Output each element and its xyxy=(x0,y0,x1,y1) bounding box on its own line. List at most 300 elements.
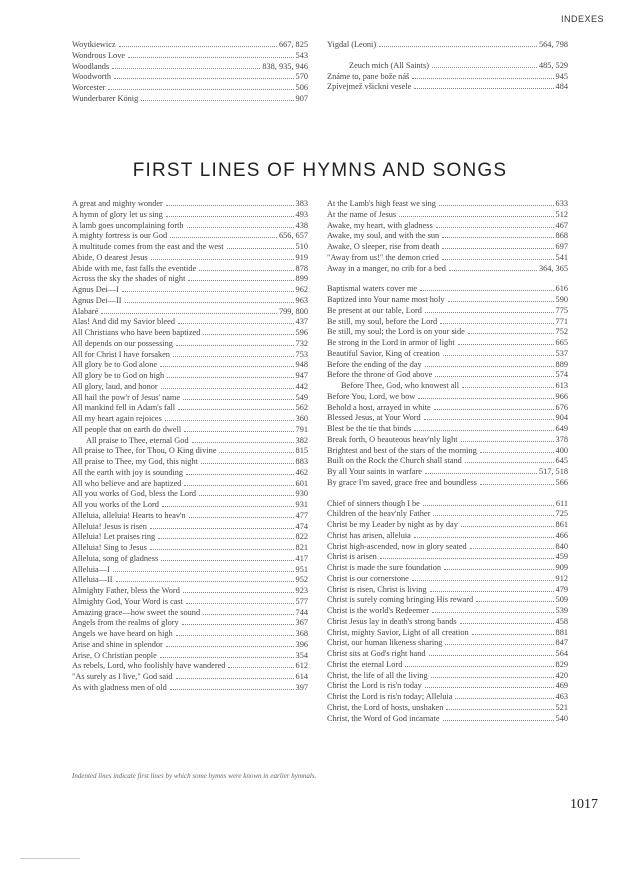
dot-leader xyxy=(444,569,553,570)
index-entry xyxy=(327,681,568,692)
dot-leader xyxy=(176,678,294,679)
entry-page-ref: 417 xyxy=(295,553,308,563)
index-entry xyxy=(72,640,308,651)
entry-page-ref: 948 xyxy=(295,360,308,370)
entry-text: Alabaré xyxy=(72,306,99,316)
index-entry xyxy=(327,649,568,660)
entry-text: Angels we have heard on high xyxy=(72,629,173,638)
entry-text: All people that on earth do dwell xyxy=(72,424,182,434)
index-entry xyxy=(72,285,308,296)
entry-text: Agnus Dei—II xyxy=(72,295,122,305)
dot-leader xyxy=(449,270,537,271)
entry-text: Christ, the Word of God incarnate xyxy=(327,713,440,723)
dot-leader xyxy=(114,78,294,79)
dot-leader xyxy=(151,259,294,260)
entry-page-ref: 549 xyxy=(295,392,308,402)
dot-leader xyxy=(183,399,293,400)
index-entry xyxy=(72,672,308,683)
entry-page-ref: 822 xyxy=(295,532,308,542)
dot-leader xyxy=(166,216,294,217)
dot-leader xyxy=(162,506,294,507)
entry-page-ref: 510 xyxy=(295,242,308,251)
dot-leader xyxy=(228,667,293,668)
entry-text: Angels from the realms of glory xyxy=(72,618,179,628)
entry-page-ref: 397 xyxy=(295,682,308,692)
index-entry xyxy=(72,468,308,479)
dot-leader xyxy=(167,377,293,378)
index-entry xyxy=(72,479,308,490)
entry-page-ref: 540 xyxy=(555,713,568,723)
entry-text: All you works of the Lord xyxy=(72,500,159,509)
entry-text: Christ sits at God's right hand xyxy=(327,649,426,658)
entry-page-ref: 951 xyxy=(295,564,308,574)
entry-page-ref: 596 xyxy=(295,328,308,337)
entry-text: By all Your saints in warfare xyxy=(327,467,422,476)
entry-text: Woytkiewicz xyxy=(72,40,116,49)
entry-text: All praise to Thee, for Thou, O King divine xyxy=(72,446,217,456)
entry-text: At the Lamb's high feast we sing xyxy=(327,199,436,208)
index-entry xyxy=(327,221,568,232)
entry-text: Alas! And did my Savior bleed xyxy=(72,317,176,327)
index-entry xyxy=(327,349,568,360)
entry-text: By grace I'm saved, grace free and boundless xyxy=(327,477,477,487)
dot-leader xyxy=(414,88,553,89)
index-entry xyxy=(72,221,308,232)
entry-page-ref: 437 xyxy=(295,317,308,327)
entry-page-ref: 493 xyxy=(295,209,308,219)
entry-page-ref: 517, 518 xyxy=(538,467,568,476)
index-entry xyxy=(72,274,308,285)
entry-text: Alleluia, song of gladness xyxy=(72,553,159,563)
entry-page-ref: 697 xyxy=(555,242,568,251)
entry-text: Brightest and best of the stars of the morning xyxy=(327,445,477,455)
index-entry xyxy=(327,253,568,264)
dot-leader xyxy=(425,366,554,367)
index-entry xyxy=(327,72,568,83)
index-entry xyxy=(327,360,568,371)
entry-page-ref: 947 xyxy=(295,371,308,380)
index-entry xyxy=(327,531,568,542)
dot-leader xyxy=(119,46,277,47)
entry-page-ref: 367 xyxy=(295,618,308,628)
dot-leader xyxy=(380,558,554,559)
entry-page-ref: 829 xyxy=(555,659,568,669)
index-entry xyxy=(327,381,568,392)
entry-text: A multitude comes from the east and the west xyxy=(72,242,224,251)
entry-page-ref: 577 xyxy=(295,596,308,606)
entry-page-ref: 838, 935, 946 xyxy=(262,61,308,71)
dot-leader xyxy=(165,420,294,421)
entry-page-ref: 931 xyxy=(295,500,308,509)
index-entry xyxy=(327,338,568,349)
index-entry xyxy=(327,199,568,210)
section-gap xyxy=(327,274,568,284)
dot-leader xyxy=(176,635,294,636)
entry-page-ref: 382 xyxy=(295,435,308,445)
entry-page-ref: 485, 529 xyxy=(538,60,568,70)
dot-leader xyxy=(203,334,293,335)
entry-text: Christ Jesus lay in death's strong bands xyxy=(327,616,457,626)
dot-leader xyxy=(101,313,277,314)
entry-text: Be still, my soul, before the Lord xyxy=(327,316,438,326)
index-entry xyxy=(327,628,568,639)
entry-text: Christ the eternal Lord xyxy=(327,659,403,669)
entry-page-ref: 775 xyxy=(555,305,568,315)
entry-page-ref: 909 xyxy=(555,563,568,572)
entry-text: Christ be my Leader by night as by day xyxy=(327,520,458,529)
entry-text: Alleluia! Let praises ring xyxy=(72,532,156,542)
dot-leader xyxy=(443,355,554,356)
entry-page-ref: 564, 798 xyxy=(538,40,568,49)
entry-text: All depends on our possessing xyxy=(72,338,173,348)
first-lines-column-right xyxy=(327,199,568,724)
index-entry xyxy=(327,306,568,317)
entry-text: All glory be to God alone xyxy=(72,360,158,370)
entry-text: All mankind fell in Adam's fall xyxy=(72,403,176,413)
index-entry xyxy=(72,307,308,318)
entry-text: Agnus Dei—I xyxy=(72,285,119,294)
entry-text: Almighty God, Your Word is cast xyxy=(72,596,183,606)
dot-leader xyxy=(412,580,554,581)
index-entry xyxy=(72,403,308,414)
entry-text: Christ has arisen, alleluia xyxy=(327,530,411,540)
entry-text: Christ the Lord is ris'n today; Alleluia xyxy=(327,692,453,701)
entry-text: Awake, O sleeper, rise from death xyxy=(327,242,440,251)
index-entry xyxy=(72,651,308,662)
index-entry xyxy=(72,629,308,640)
entry-page-ref: 442 xyxy=(295,381,308,391)
entry-page-ref: 368 xyxy=(295,629,308,638)
entry-page-ref: 963 xyxy=(295,295,308,305)
entry-text: Baptismal waters cover me xyxy=(327,284,418,294)
entry-text: Baptized into Your name most holy xyxy=(327,295,445,304)
entry-page-ref: 923 xyxy=(295,586,308,595)
entry-text: Alleluia, alleluia! Hearts to heav'n xyxy=(72,510,186,520)
entry-text: All praise to Thee, my God, this night xyxy=(72,457,198,466)
footer-rule xyxy=(20,858,80,859)
index-entry xyxy=(327,264,568,275)
index-entry xyxy=(72,586,308,597)
index-entry xyxy=(327,499,568,510)
index-entry xyxy=(72,393,308,404)
entry-text: Yigdal (Leoni) xyxy=(327,40,377,49)
dot-leader xyxy=(418,398,553,399)
index-entry xyxy=(327,585,568,596)
entry-text: All hail the pow'r of Jesus' name xyxy=(72,392,181,402)
first-lines-column-left xyxy=(72,199,308,694)
entry-text: All glory, laud, and honor xyxy=(72,381,158,391)
dot-leader xyxy=(379,46,537,47)
entry-text: Christ, mighty Savior, Light of all creation xyxy=(327,627,469,637)
entry-text: Blessed Jesus, at Your Word xyxy=(327,413,421,423)
dot-leader xyxy=(166,205,294,206)
index-entry xyxy=(72,565,308,576)
dot-leader xyxy=(192,442,294,443)
dot-leader xyxy=(405,666,553,667)
entry-text: At the name of Jesus xyxy=(327,209,397,219)
entry-text: All praise to Thee, eternal God xyxy=(86,435,189,445)
entry-page-ref: 521 xyxy=(555,702,568,712)
entry-page-ref: 861 xyxy=(555,520,568,529)
index-entry xyxy=(327,210,568,221)
entry-text: Worcester xyxy=(72,83,106,92)
index-entry xyxy=(72,253,308,264)
entry-page-ref: 821 xyxy=(295,543,308,552)
entry-page-ref: 878 xyxy=(295,263,308,273)
entry-text: Alleluia—I xyxy=(72,564,110,574)
index-entry xyxy=(327,231,568,242)
index-entry xyxy=(72,500,308,511)
dot-leader xyxy=(219,452,293,453)
dot-leader xyxy=(439,205,554,206)
dot-leader xyxy=(150,549,294,550)
dot-leader xyxy=(425,473,537,474)
dot-leader xyxy=(470,548,554,549)
index-entry xyxy=(327,638,568,649)
entry-page-ref: 543 xyxy=(295,50,308,60)
index-entry xyxy=(327,446,568,457)
entry-page-ref: 649 xyxy=(555,424,568,433)
entry-page-ref: 396 xyxy=(295,639,308,649)
entry-page-ref: 645 xyxy=(555,456,568,466)
entry-page-ref: 614 xyxy=(295,672,308,681)
entry-text: Be strong in the Lord in armor of light xyxy=(327,338,455,347)
entry-page-ref: 752 xyxy=(555,327,568,337)
dot-leader xyxy=(160,366,294,367)
entry-page-ref: 438 xyxy=(295,220,308,230)
index-entry xyxy=(72,457,308,468)
entry-text: Známe to, pane bože náš xyxy=(327,71,410,81)
entry-page-ref: 467 xyxy=(555,220,568,230)
indent-note: Indented lines indicate first lines by which some hymns were known in earlier hymnals. xyxy=(72,772,317,780)
index-entry xyxy=(72,328,308,339)
index-entry xyxy=(327,692,568,703)
dot-leader xyxy=(160,657,294,658)
dot-leader xyxy=(108,89,293,90)
index-entry xyxy=(72,83,308,94)
entry-text: Beautiful Savior, King of creation xyxy=(327,348,440,358)
entry-text: A lamb goes uncomplaining forth xyxy=(72,220,184,230)
dot-leader xyxy=(461,526,554,527)
entry-page-ref: 881 xyxy=(555,627,568,637)
entry-text: Woodlands xyxy=(72,61,110,71)
entry-page-ref: 945 xyxy=(555,71,568,81)
entry-page-ref: 912 xyxy=(555,573,568,583)
dot-leader xyxy=(434,409,554,410)
index-entry xyxy=(327,671,568,682)
index-entry xyxy=(327,61,568,72)
index-entry xyxy=(327,413,568,424)
entry-text: Christ the Lord is ris'n today xyxy=(327,681,422,691)
entry-text: Alleluia! Jesus is risen xyxy=(72,521,147,531)
index-entry xyxy=(327,40,568,51)
entry-page-ref: 744 xyxy=(295,607,308,617)
dot-leader xyxy=(141,100,293,101)
index-entry xyxy=(327,552,568,563)
entry-page-ref: 725 xyxy=(555,509,568,519)
index-entry xyxy=(72,436,308,447)
index-entry xyxy=(72,554,308,565)
index-entry xyxy=(327,542,568,553)
index-entry xyxy=(72,72,308,83)
dot-leader xyxy=(423,505,554,506)
index-entry xyxy=(72,296,308,307)
entry-text: Christ, the Lord of hosts, unshaken xyxy=(327,702,444,712)
entry-page-ref: 484 xyxy=(555,82,568,92)
index-entry xyxy=(327,242,568,253)
entry-page-ref: 665 xyxy=(555,338,568,347)
index-entry xyxy=(327,435,568,446)
entry-text: All Christians who have been baptized xyxy=(72,328,201,337)
entry-text: As rebels, Lord, who foolishly have wandered xyxy=(72,661,226,671)
entry-page-ref: 564 xyxy=(555,649,568,658)
dot-leader xyxy=(412,78,553,79)
dot-leader xyxy=(113,571,294,572)
entry-page-ref: 952 xyxy=(295,575,308,585)
dot-leader xyxy=(116,581,294,582)
dot-leader xyxy=(161,560,293,561)
dot-leader xyxy=(472,634,554,635)
dot-leader xyxy=(442,237,553,238)
index-entry xyxy=(327,520,568,531)
entry-text: A hymn of glory let us sing xyxy=(72,209,163,219)
entry-page-ref: 469 xyxy=(555,681,568,691)
entry-page-ref: 512 xyxy=(555,209,568,219)
entry-text: Woodworth xyxy=(72,72,111,82)
entry-page-ref: 506 xyxy=(295,83,308,92)
entry-text: Christ is made the sure foundation xyxy=(327,563,442,572)
index-entry xyxy=(327,606,568,617)
entry-text: All who believe and are baptized xyxy=(72,478,182,488)
entry-text: Arise and shine in splendor xyxy=(72,639,163,649)
dot-leader xyxy=(433,515,553,516)
dot-leader xyxy=(184,485,293,486)
entry-text: Amazing grace—how sweet the sound xyxy=(72,607,201,617)
entry-text: Christ, our human likeness sharing xyxy=(327,638,443,648)
entry-text: "As surely as I live," God said xyxy=(72,672,173,681)
entry-page-ref: 732 xyxy=(295,338,308,348)
entry-page-ref: 537 xyxy=(555,348,568,358)
index-entry xyxy=(327,703,568,714)
entry-page-ref: 420 xyxy=(555,670,568,680)
dot-leader xyxy=(399,216,553,217)
entry-page-ref: 791 xyxy=(295,424,308,434)
dot-leader xyxy=(436,227,554,228)
dot-leader xyxy=(203,614,293,615)
entry-page-ref: 868 xyxy=(555,231,568,241)
entry-page-ref: 459 xyxy=(555,552,568,562)
index-entry xyxy=(327,509,568,520)
dot-leader xyxy=(425,312,554,313)
entry-text: Christ, the life of all the living xyxy=(327,670,428,680)
dot-leader xyxy=(430,591,554,592)
entry-text: Christ is surely coming bringing His reward xyxy=(327,595,474,605)
entry-page-ref: 771 xyxy=(555,316,568,326)
dot-leader xyxy=(446,709,553,710)
entry-page-ref: 378 xyxy=(555,434,568,444)
dot-leader xyxy=(199,270,293,271)
entry-text: Abide, O dearest Jesus xyxy=(72,252,148,262)
index-entry xyxy=(72,382,308,393)
entry-text: Awake, my heart, with gladness xyxy=(327,220,433,230)
index-entry xyxy=(72,231,308,242)
index-entry xyxy=(72,339,308,350)
entry-text: All my heart again rejoices xyxy=(72,414,162,423)
entry-page-ref: 570 xyxy=(295,72,308,82)
entry-page-ref: 458 xyxy=(555,616,568,626)
index-entry xyxy=(327,595,568,606)
running-header: INDEXES xyxy=(560,14,604,24)
entry-page-ref: 883 xyxy=(295,457,308,466)
index-entry xyxy=(72,446,308,457)
entry-page-ref: 799, 800 xyxy=(278,306,308,316)
entry-text: Across the sky the shades of night xyxy=(72,274,186,284)
entry-text: Children of the heav'nly Father xyxy=(327,509,431,519)
index-entry xyxy=(72,51,308,62)
index-entry xyxy=(327,284,568,295)
index-entry xyxy=(327,370,568,381)
entry-page-ref: 815 xyxy=(295,446,308,456)
index-entry xyxy=(327,327,568,338)
index-entry xyxy=(72,425,308,436)
index-entry xyxy=(72,532,308,543)
entry-page-ref: 477 xyxy=(295,510,308,520)
index-entry xyxy=(72,608,308,619)
entry-page-ref: 354 xyxy=(295,650,308,660)
entry-text: Blest be the tie that binds xyxy=(327,424,412,433)
index-entry xyxy=(327,563,568,574)
index-entry xyxy=(72,94,308,105)
entry-page-ref: 676 xyxy=(555,402,568,412)
entry-page-ref: 462 xyxy=(295,467,308,477)
dot-leader xyxy=(173,356,294,357)
dot-leader xyxy=(122,291,294,292)
entry-page-ref: 474 xyxy=(295,521,308,531)
dot-leader xyxy=(425,687,554,688)
entry-page-ref: 840 xyxy=(555,541,568,551)
entry-text: All for Christ I have forsaken xyxy=(72,349,170,359)
entry-text: Away in a manger, no crib for a bed xyxy=(327,263,446,273)
dot-leader xyxy=(178,409,293,410)
entry-text: Behold a host, arrayed in white xyxy=(327,402,431,412)
entry-page-ref: 966 xyxy=(555,391,568,401)
entry-text: Christ is the world's Redeemer xyxy=(327,606,429,615)
dot-leader xyxy=(170,689,294,690)
entry-text: All you works of God, bless the Lord xyxy=(72,489,196,499)
entry-page-ref: 613 xyxy=(555,381,568,390)
dot-leader xyxy=(432,612,554,613)
entry-page-ref: 667, 825 xyxy=(278,40,308,49)
entry-text: Zeuch mich (All Saints) xyxy=(349,60,429,70)
dot-leader xyxy=(183,592,294,593)
index-entry xyxy=(72,360,308,371)
tune-index-column-right xyxy=(327,40,568,93)
entry-page-ref: 562 xyxy=(295,403,308,413)
dot-leader xyxy=(432,67,537,68)
entry-text: Alleluia! Sing to Jesus xyxy=(72,543,147,552)
entry-text: Alleluia—II xyxy=(72,575,113,585)
index-entry xyxy=(72,371,308,382)
entry-page-ref: 656, 657 xyxy=(278,231,308,241)
entry-text: A mighty fortress is our God xyxy=(72,231,168,241)
index-entry xyxy=(327,467,568,478)
entry-text: Built on the Rock the Church shall stand xyxy=(327,456,462,466)
dot-leader xyxy=(161,388,294,389)
section-title: FIRST LINES OF HYMNS AND SONGS xyxy=(132,160,508,181)
tune-index-column-left xyxy=(72,40,308,105)
entry-page-ref: 919 xyxy=(295,252,308,262)
index-entry xyxy=(327,392,568,403)
